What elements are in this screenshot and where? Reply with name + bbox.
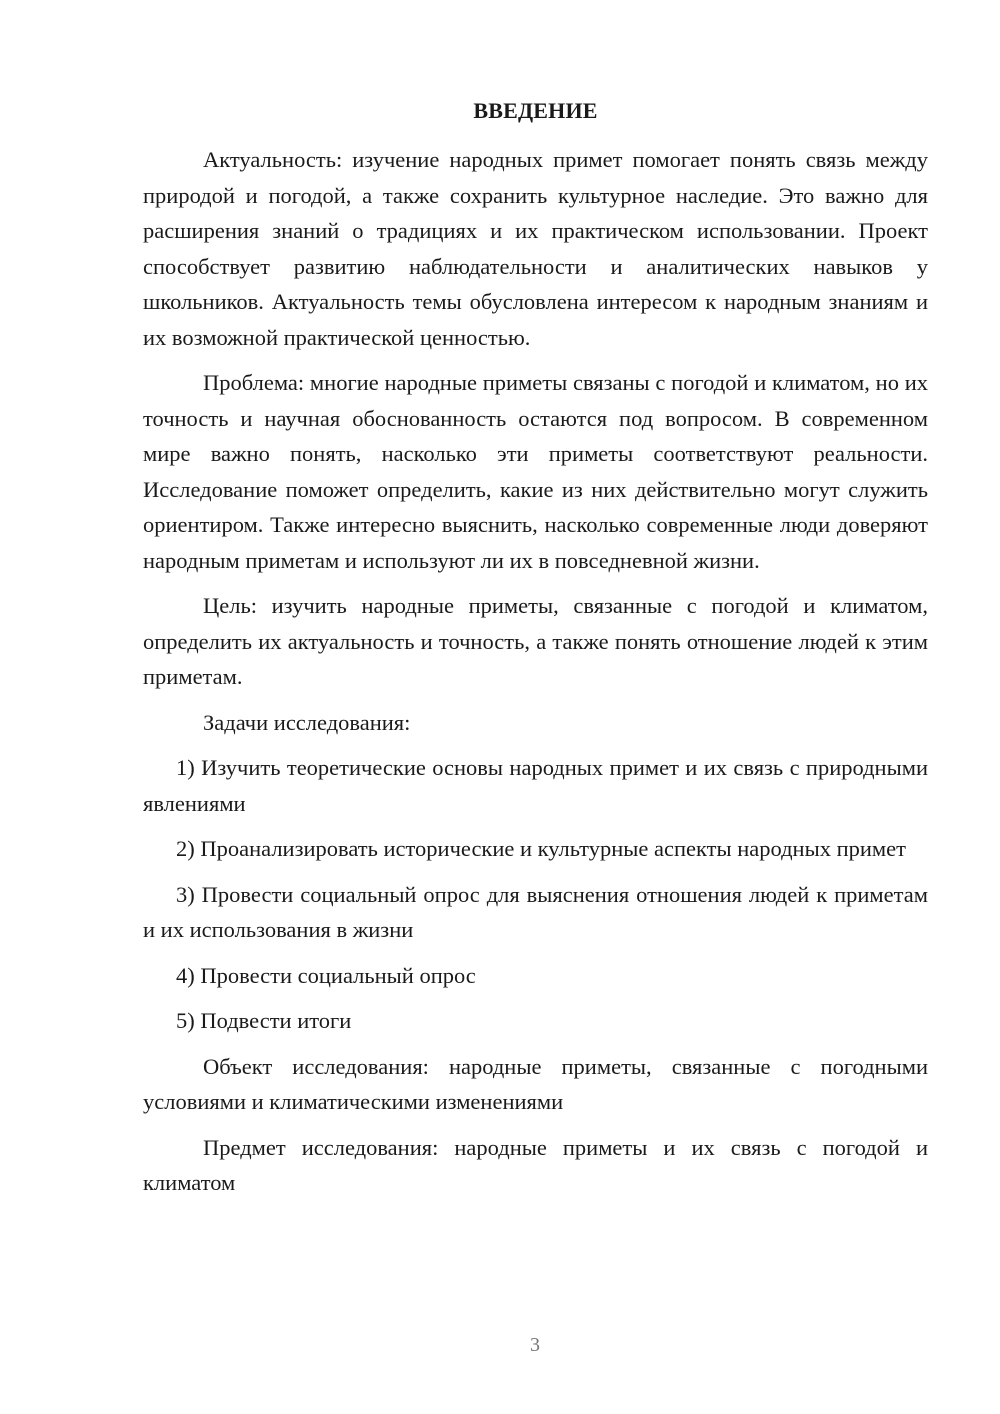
paragraph-object: Объект исследования: народные приметы, связанные с погодными условиями и климатическими изменениями <box>143 1053 928 1114</box>
task-item-1: 1) Изучить теоретические основы народных примет и их связь с природными явлениями <box>143 755 928 816</box>
task-item-2: 2) Проанализировать исторические и культурные аспекты народных примет <box>176 836 906 861</box>
task-item-5: 5) Подвести итоги <box>176 1008 352 1033</box>
document-title: ВВЕДЕНИЕ <box>473 98 598 123</box>
task-item-3: 3) Провести социальный опрос для выяснения отношения людей к приметам и их использования в жизни <box>143 881 928 942</box>
paragraph-relevance: Актуальность: изучение народных примет помогает понять связь между природой и погодой, а также сохранить культурное наследие. Это важно для расширения знаний о традициях и их практическом использовании. Проект способствует развитию наблюдательности и аналитических навыков у школьников. Актуальность темы обусловлена интересом к народным знаниям и их возможной практической ценностью. <box>143 147 928 350</box>
document-body <box>143 142 928 1211</box>
paragraph-subject: Предмет исследования: народные приметы и их связь с погодой и климатом <box>143 1134 928 1195</box>
tasks-heading: Задачи исследования: <box>203 709 411 735</box>
task-item-4: 4) Провести социальный опрос <box>176 962 476 988</box>
paragraph-problem: Проблема: многие народные приметы связаны с погодой и климатом, но их точность и научная обоснованность остаются под вопросом. В современном мире важно понять, насколько эти приметы соответствуют реальности. Исследование поможет определить, какие из них действительно могут служить ориентиром. Также интересно выяснить, насколько современные люди доверяют народным приметам и используют ли их в повседневной жизни. <box>143 370 928 573</box>
page-number: 3 <box>530 1334 540 1356</box>
paragraph-goal: Цель: изучить народные приметы, связанные с погодой и климатом, определить их актуальность и точность, а также понять отношение людей к этим приметам. <box>143 593 928 689</box>
